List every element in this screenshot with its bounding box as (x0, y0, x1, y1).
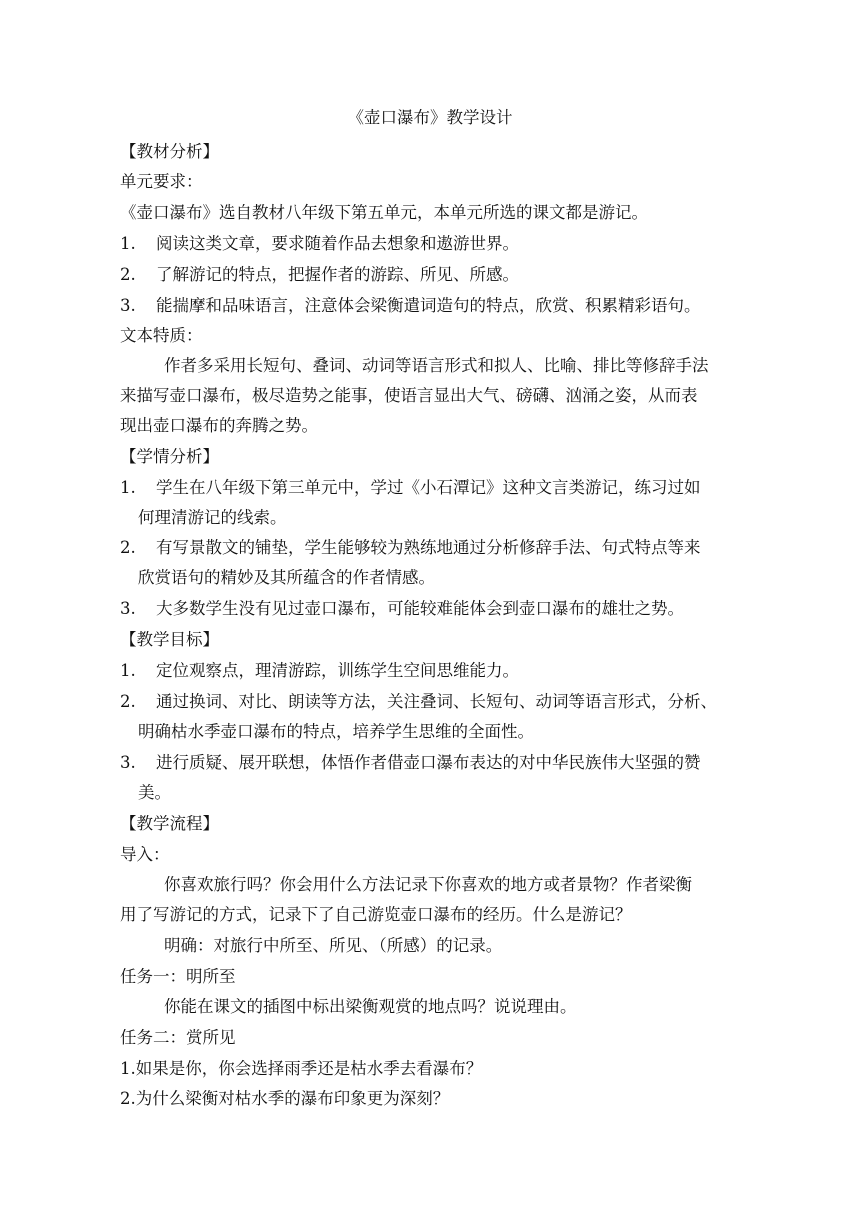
list-item-continuation: 欣赏语句的精妙及其所蕴含的作者情感。 (138, 568, 435, 587)
list-text: 阅读这类文章，要求随着作品去想象和遨游世界。 (156, 234, 519, 253)
paragraph-line: 现出壶口瀑布的奔腾之势。 (120, 416, 318, 435)
section-heading-textbook-analysis: 【教材分析】 (120, 142, 219, 161)
list-number: 1. (120, 661, 136, 680)
clarify-line: 明确：对旅行中所至、所见、（所感）的记录。 (164, 936, 503, 955)
list-text: 进行质疑、展开联想，体悟作者借壶口瀑布表达的对中华民族伟大坚强的赞 (156, 753, 701, 772)
list-item (120, 538, 740, 558)
list-text: 了解游记的特点，把握作者的游踪、所见、所感。 (156, 265, 519, 284)
list-number: 3. (120, 753, 136, 772)
task-one-label: 任务一：明所至 (120, 967, 236, 986)
list-text: 学生在八年级下第三单元中，学过《小石潭记》这种文言类游记，练习过如 (156, 478, 701, 497)
list-item (120, 478, 740, 498)
unit-intro: 《壶口瀑布》选自教材八年级下第五单元，本单元所选的课文都是游记。 (120, 203, 648, 222)
list-text: 定位观察点，理清游踪，训练学生空间思维能力。 (156, 661, 519, 680)
list-item (120, 692, 740, 712)
list-text: 通过换词、对比、朗读等方法，关注叠词、长短句、动词等语言形式，分析、 (156, 692, 717, 711)
list-number: 3. (120, 599, 136, 618)
list-item (120, 265, 740, 285)
task-two-question-2: 2.为什么梁衡对枯水季的瀑布印象更为深刻？ (120, 1089, 450, 1108)
list-number: 2. (120, 692, 136, 711)
paragraph-line: 用了写游记的方式，记录下了自己游览壶口瀑布的经历。什么是游记？ (120, 905, 632, 924)
list-number: 1. (120, 478, 136, 497)
list-item (120, 599, 740, 619)
document-title: 《壶口瀑布》教学设计 (347, 108, 513, 127)
task-two-label: 任务二：赏所见 (120, 1028, 236, 1047)
list-item (120, 753, 740, 773)
list-text: 大多数学生没有见过壶口瀑布，可能较难能体会到壶口瀑布的雄壮之势。 (156, 599, 684, 618)
list-item-continuation: 美。 (138, 783, 171, 802)
list-number: 3. (120, 296, 136, 315)
intro-label: 导入： (120, 845, 170, 864)
list-number: 2. (120, 538, 136, 557)
paragraph-line: 你喜欢旅行吗？你会用什么方法记录下你喜欢的地方或者景物？作者梁衡 (164, 875, 692, 894)
list-item (120, 234, 740, 254)
list-item-continuation: 何理清游记的线索。 (138, 508, 287, 527)
list-text: 有写景散文的铺垫，学生能够较为熟练地通过分析修辞手法、句式特点等来 (156, 538, 701, 557)
list-item (120, 296, 740, 316)
section-heading-teaching-goals: 【教学目标】 (120, 630, 219, 649)
paragraph-line: 作者多采用长短句、叠词、动词等语言形式和拟人、比喻、排比等修辞手法 (164, 356, 709, 375)
section-heading-teaching-process: 【教学流程】 (120, 814, 219, 833)
list-item (120, 661, 740, 681)
text-feature-label: 文本特质： (120, 326, 203, 345)
unit-requirement-label: 单元要求： (120, 172, 203, 191)
list-number: 2. (120, 265, 136, 284)
task-one-text: 你能在课文的插图中标出梁衡观赏的地点吗？说说理由。 (164, 997, 577, 1016)
section-heading-student-analysis: 【学情分析】 (120, 447, 219, 466)
paragraph-line: 来描写壶口瀑布，极尽造势之能事，使语言显出大气、磅礴、汹涌之姿，从而表 (120, 386, 698, 405)
list-item-continuation: 明确枯水季壶口瀑布的特点，培养学生思维的全面性。 (138, 722, 534, 741)
task-two-question-1: 1.如果是你，你会选择雨季还是枯水季去看瀑布？ (120, 1059, 483, 1078)
list-text: 能揣摩和品味语言，注意体会梁衡遣词造句的特点，欣赏、积累精彩语句。 (156, 296, 701, 315)
list-number: 1. (120, 234, 136, 253)
